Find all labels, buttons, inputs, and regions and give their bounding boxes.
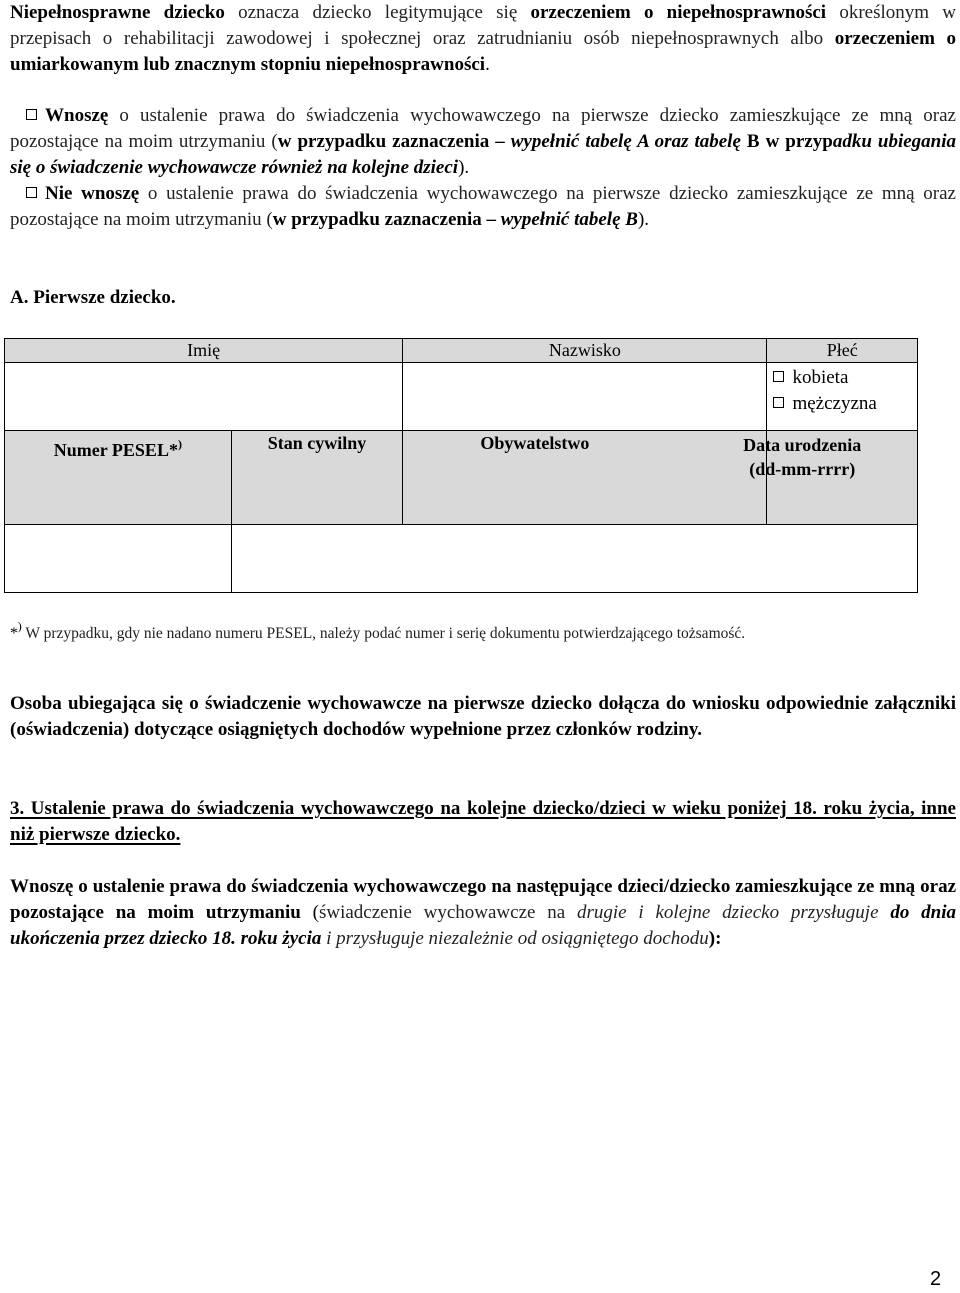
- intro-bold-2: orzeczeniem o umiarkowanym lub znacznym stopniu niepełnosprawności: [10, 28, 956, 75]
- option-no-paragraph: [10, 181, 956, 233]
- footnote-text: W przypadku, gdy nie nadano numeru PESEL, należy podać numer i serię dokumentu potwierdzającego tożsamość.: [21, 625, 746, 642]
- field-stan-cywilny[interactable]: [231, 431, 403, 525]
- header-obywatelstwo: Obywatelstwo: [480, 433, 590, 453]
- header-nazwisko: Nazwisko: [403, 339, 767, 363]
- header-data-urodzenia: Data urodzenia: [743, 435, 862, 455]
- option-yes-text-2: ).: [458, 157, 470, 178]
- header-pesel: Numer PESEL*: [53, 440, 178, 460]
- option-yes-bold-2: B w przyp: [740, 131, 833, 152]
- intro-text-3: .: [485, 54, 490, 75]
- option-yes-paragraph: [10, 103, 956, 181]
- option-no-lead: Nie wnoszę: [45, 183, 140, 204]
- attachments-notice: Osoba ubiegająca się o świadczenie wychowawcze na pierwsze dziecko dołącza do wniosku odpowiednie załączniki (oświadczenia) dotyczące osiągniętych dochodów wypełnione przez członków rodziny.: [10, 693, 956, 740]
- option-yes-text-1: o ustalenie prawa do świadczenia wychowawczego na pierwsze dziecko zamieszkujące ze mną oraz pozostające na moim utrzymaniu (: [10, 105, 956, 152]
- request-italic-1: drugie i kolejne dziecko przysługuje: [576, 902, 891, 923]
- label-kobieta: kobieta: [792, 367, 849, 388]
- first-child-table: [4, 338, 918, 593]
- field-plec: [767, 363, 918, 431]
- footnote-mark: *: [10, 625, 18, 642]
- option-no-text-2: ).: [637, 209, 650, 230]
- option-yes-checkbox[interactable]: [26, 109, 37, 120]
- request-end: ):: [708, 928, 722, 949]
- request-bold-italic: do dnia ukończenia przez dziecko 18. roku życia: [10, 902, 956, 949]
- section-a-title: A. Pierwsze dziecko.: [10, 287, 176, 308]
- request-paragraph: Wnoszę o ustalenie prawa do świadczenia wychowawczego na następujące dzieci/dziecko zamieszkujące ze mną oraz pozostające na moim utrzymaniu (świadczenie wychowawcze na drugie i kolejne dziecko przysługuje do dnia ukończenia przez dziecko 18. roku życia i przysługuje niezależnie od osiągniętego dochodu):: [10, 876, 956, 949]
- checkbox-kobieta[interactable]: [773, 371, 784, 382]
- intro-paragraph: [10, 0, 956, 78]
- option-yes-dash: –: [489, 131, 511, 152]
- intro-text-2: określonym w przepisach o rehabilitacji zawodowej i społecznej oraz zatrudnianiu osób niepełnosprawnych albo: [10, 2, 956, 49]
- request-bold: Wnoszę o ustalenie prawa do świadczenia wychowawczego na następujące dzieci/dziecko zamieszkujące ze mną oraz pozostające na moim utrzymaniu: [10, 876, 956, 923]
- header-imie: Imię: [5, 339, 403, 363]
- field-imie[interactable]: [5, 363, 403, 431]
- field-pesel[interactable]: Numer PESEL*): [5, 431, 232, 525]
- option-no-text-1: o ustalenie prawa do świadczenia wychowawczego na pierwsze dziecko zamieszkujące ze mną oraz pozostające na moim utrzymaniu (: [10, 183, 956, 230]
- option-no-checkbox[interactable]: [26, 187, 37, 198]
- header-stan-cywilny: Stan cywilny: [267, 433, 367, 453]
- option-yes-bold-1: w przypadku zaznaczenia: [277, 131, 490, 152]
- intro-bold-1: orzeczeniem o niepełnosprawności: [530, 2, 827, 23]
- section-3-title: 3. Ustalenie prawa do świadczenia wychowawczego na kolejne dziecko/dzieci w wieku poniżej 18. roku życia, inne niż pierwsze dziecko.: [10, 798, 956, 845]
- intro-text-1: oznacza dziecko legitymujące się: [224, 2, 531, 23]
- request-italic-2: i przysługuje niezależnie od osiągniętego dochodu: [321, 928, 709, 949]
- option-yes-bold-italic-2: adku ubiegania się o świadczenie wychowawcze również na kolejne dzieci: [10, 131, 957, 178]
- option-no-bold-italic-1: wypełnić tabelę B: [500, 209, 638, 230]
- field-nazwisko[interactable]: [403, 363, 767, 431]
- header-plec: Płeć: [767, 339, 918, 363]
- option-no-dash: –: [481, 209, 501, 230]
- field-data-urodzenia[interactable]: [743, 431, 918, 525]
- intro-term: Niepełnosprawne dziecko: [10, 2, 225, 23]
- checkbox-mezczyzna[interactable]: [773, 397, 784, 408]
- page-number: 2: [930, 1268, 942, 1290]
- label-mezczyzna: mężczyzna: [792, 393, 877, 414]
- option-no-bold-1: w przypadku zaznaczenia: [272, 209, 482, 230]
- request-text: świadczenie wychowawcze na: [318, 902, 577, 923]
- footnote: *) W przypadku, gdy nie nadano numeru PESEL, należy podać numer i serię dokumentu potwierdzającego tożsamość.: [10, 619, 746, 642]
- value-stan-cywilny[interactable]: [231, 525, 917, 593]
- option-yes-bold-italic-1: wypełnić tabelę A oraz tabelę: [510, 131, 741, 152]
- value-pesel[interactable]: [5, 525, 232, 593]
- header-data-format: (dd-mm-rrrr): [749, 459, 856, 479]
- option-yes-lead: Wnoszę: [45, 105, 109, 126]
